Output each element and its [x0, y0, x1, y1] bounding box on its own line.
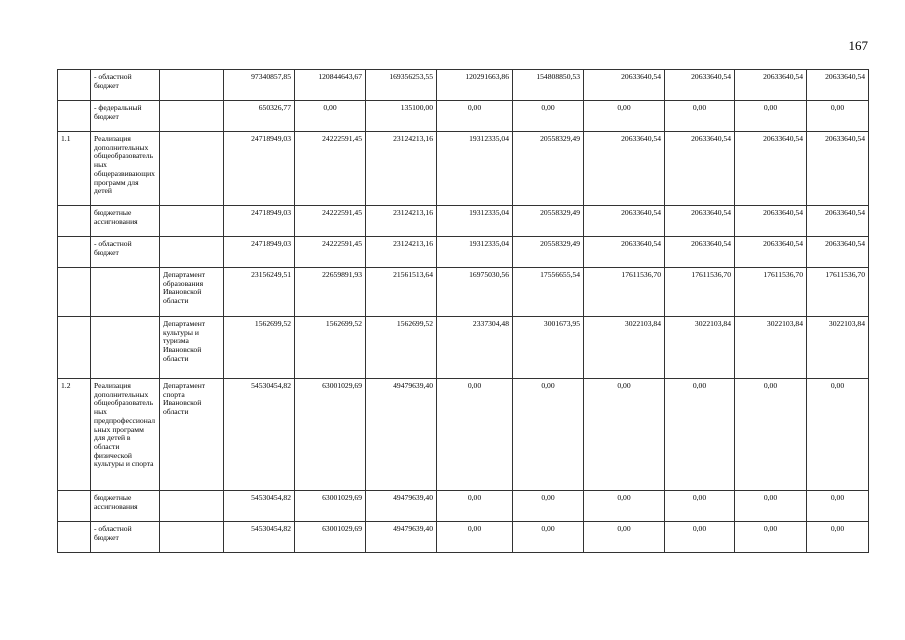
- value-cell: 20558329,49: [513, 132, 584, 206]
- value-cell: 0,00: [437, 101, 513, 132]
- value-cell: 3022103,84: [807, 317, 869, 379]
- value-cell: 3022103,84: [665, 317, 735, 379]
- value-cell: 17611536,70: [665, 268, 735, 317]
- value-cell: 20633640,54: [735, 206, 807, 237]
- value-cell: 16975030,56: [437, 268, 513, 317]
- page-number: 167: [848, 38, 868, 53]
- value-cell: 20633640,54: [735, 132, 807, 206]
- value-cell: 1562699,52: [366, 317, 437, 379]
- value-cell: 0,00: [807, 379, 869, 491]
- value-cell: 3001673,95: [513, 317, 584, 379]
- budget-table: [57, 69, 869, 553]
- table-row: [58, 379, 869, 491]
- row-number-cell: [58, 268, 91, 317]
- value-cell: 135100,00: [366, 101, 437, 132]
- value-cell: 0,00: [665, 491, 735, 522]
- value-cell: 20633640,54: [807, 206, 869, 237]
- value-cell: 0,00: [513, 101, 584, 132]
- value-cell: 1562699,52: [224, 317, 295, 379]
- row-number-cell: [58, 522, 91, 553]
- value-cell: 21561513,64: [366, 268, 437, 317]
- value-cell: 63001029,69: [295, 491, 366, 522]
- value-cell: 49479639,40: [366, 491, 437, 522]
- value-cell: 0,00: [665, 522, 735, 553]
- row-number-cell: [58, 101, 91, 132]
- value-cell: 3022103,84: [735, 317, 807, 379]
- value-cell: 120291663,86: [437, 70, 513, 101]
- row-number-cell: [58, 317, 91, 379]
- row-number-cell: [58, 491, 91, 522]
- value-cell: 19312335,04: [437, 237, 513, 268]
- value-cell: 0,00: [513, 379, 584, 491]
- row-name-cell: бюджетные ассигнования: [91, 491, 160, 522]
- value-cell: 24718949,03: [224, 237, 295, 268]
- row-name-cell: - областной бюджет: [91, 70, 160, 101]
- table-row: [58, 268, 869, 317]
- value-cell: 20633640,54: [665, 206, 735, 237]
- value-cell: 0,00: [735, 522, 807, 553]
- value-cell: 1562699,52: [295, 317, 366, 379]
- value-cell: 20633640,54: [807, 132, 869, 206]
- table-row: [58, 70, 869, 101]
- value-cell: 0,00: [665, 379, 735, 491]
- row-name-cell: - областной бюджет: [91, 522, 160, 553]
- value-cell: 20633640,54: [665, 70, 735, 101]
- value-cell: 0,00: [665, 101, 735, 132]
- row-executor-cell: Департамент культуры и туризма Ивановской области: [160, 317, 224, 379]
- value-cell: 24222591,45: [295, 206, 366, 237]
- value-cell: 2337304,48: [437, 317, 513, 379]
- value-cell: 0,00: [584, 379, 665, 491]
- value-cell: 17611536,70: [735, 268, 807, 317]
- row-name-cell: [91, 268, 160, 317]
- value-cell: 169356253,55: [366, 70, 437, 101]
- value-cell: 0,00: [513, 491, 584, 522]
- value-cell: 20558329,49: [513, 237, 584, 268]
- value-cell: 20633640,54: [807, 70, 869, 101]
- row-number-cell: 1.2: [58, 379, 91, 491]
- value-cell: 22659891,93: [295, 268, 366, 317]
- value-cell: 0,00: [807, 101, 869, 132]
- table-row: [58, 101, 869, 132]
- value-cell: 23124213,16: [366, 132, 437, 206]
- value-cell: 24718949,03: [224, 206, 295, 237]
- value-cell: 0,00: [807, 522, 869, 553]
- value-cell: 0,00: [437, 491, 513, 522]
- value-cell: 49479639,40: [366, 379, 437, 491]
- value-cell: 24222591,45: [295, 132, 366, 206]
- value-cell: 20633640,54: [665, 132, 735, 206]
- budget-table-body: [58, 70, 869, 553]
- value-cell: 24222591,45: [295, 237, 366, 268]
- value-cell: 20558329,49: [513, 206, 584, 237]
- row-executor-cell: Департамент спорта Ивановской области: [160, 379, 224, 491]
- row-executor-cell: [160, 206, 224, 237]
- value-cell: 0,00: [735, 101, 807, 132]
- row-executor-cell: [160, 132, 224, 206]
- row-executor-cell: [160, 237, 224, 268]
- value-cell: 650326,77: [224, 101, 295, 132]
- value-cell: 49479639,40: [366, 522, 437, 553]
- row-number-cell: [58, 70, 91, 101]
- value-cell: 20633640,54: [735, 70, 807, 101]
- table-row: [58, 206, 869, 237]
- value-cell: 154808850,53: [513, 70, 584, 101]
- value-cell: 20633640,54: [735, 237, 807, 268]
- value-cell: 0,00: [295, 101, 366, 132]
- value-cell: 24718949,03: [224, 132, 295, 206]
- value-cell: 3022103,84: [584, 317, 665, 379]
- row-name-cell: - федеральный бюджет: [91, 101, 160, 132]
- row-number-cell: 1.1: [58, 132, 91, 206]
- row-name-cell: Реализация дополнительных общеобразовательных общеразвивающих программ для детей: [91, 132, 160, 206]
- table-row: [58, 491, 869, 522]
- value-cell: 0,00: [584, 522, 665, 553]
- row-executor-cell: Департамент образования Ивановской области: [160, 268, 224, 317]
- value-cell: 0,00: [735, 379, 807, 491]
- table-row: [58, 237, 869, 268]
- value-cell: 17611536,70: [584, 268, 665, 317]
- value-cell: 0,00: [437, 522, 513, 553]
- table-row: [58, 132, 869, 206]
- value-cell: 63001029,69: [295, 522, 366, 553]
- value-cell: 20633640,54: [584, 206, 665, 237]
- value-cell: 0,00: [584, 491, 665, 522]
- value-cell: 20633640,54: [584, 132, 665, 206]
- value-cell: 23124213,16: [366, 206, 437, 237]
- value-cell: 23124213,16: [366, 237, 437, 268]
- value-cell: 17611536,70: [807, 268, 869, 317]
- row-name-cell: [91, 317, 160, 379]
- value-cell: 19312335,04: [437, 206, 513, 237]
- value-cell: 17556655,54: [513, 268, 584, 317]
- row-executor-cell: [160, 522, 224, 553]
- row-executor-cell: [160, 101, 224, 132]
- value-cell: 23156249,51: [224, 268, 295, 317]
- row-number-cell: [58, 206, 91, 237]
- value-cell: 0,00: [735, 491, 807, 522]
- row-number-cell: [58, 237, 91, 268]
- table-row: [58, 317, 869, 379]
- row-executor-cell: [160, 491, 224, 522]
- value-cell: 97340857,85: [224, 70, 295, 101]
- value-cell: 120844643,67: [295, 70, 366, 101]
- row-name-cell: Реализация дополнительных общеобразовательных предпрофессиональных программ для детей в области физической культуры и спорта: [91, 379, 160, 491]
- value-cell: 20633640,54: [584, 70, 665, 101]
- value-cell: 20633640,54: [807, 237, 869, 268]
- value-cell: 0,00: [584, 101, 665, 132]
- row-name-cell: - областной бюджет: [91, 237, 160, 268]
- value-cell: 0,00: [513, 522, 584, 553]
- table-row: [58, 522, 869, 553]
- value-cell: 63001029,69: [295, 379, 366, 491]
- value-cell: 0,00: [807, 491, 869, 522]
- value-cell: 54530454,82: [224, 379, 295, 491]
- value-cell: 54530454,82: [224, 522, 295, 553]
- value-cell: 20633640,54: [584, 237, 665, 268]
- value-cell: 0,00: [437, 379, 513, 491]
- row-name-cell: бюджетные ассигнования: [91, 206, 160, 237]
- value-cell: 20633640,54: [665, 237, 735, 268]
- value-cell: 54530454,82: [224, 491, 295, 522]
- row-executor-cell: [160, 70, 224, 101]
- value-cell: 19312335,04: [437, 132, 513, 206]
